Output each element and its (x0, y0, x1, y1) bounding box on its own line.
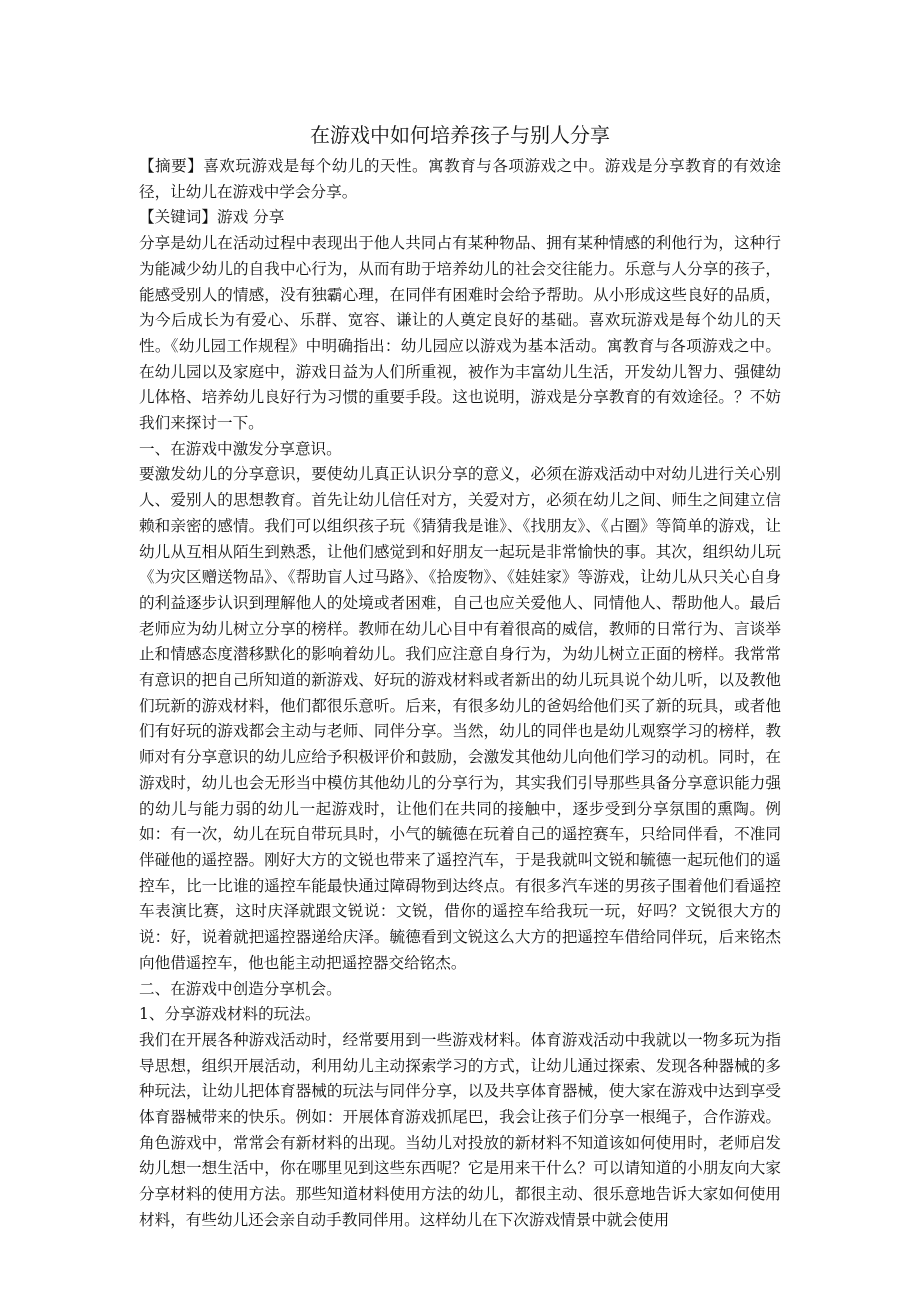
document-page (139, 118, 781, 1234)
document-body (139, 154, 781, 1234)
subsection-heading-2-1: 1、分享游戏材料的玩法。 (139, 1005, 321, 1024)
intro-paragraph: 分享是幼儿在活动过程中表现出于他人共同占有某种物品、拥有某种情感的利他行为，这种行为能减少幼儿的自我中心行为，从而有助于培养幼儿的社会交往能力。乐意与人分享的孩子，能感受别人的情感，没有独霸心理，在同伴有困难时会给予帮助。从小形成这些良好的品质，为今后成长为有爱心、乐群、宽容、谦让的人奠定良好的基础。喜欢玩游戏是每个幼儿的天性。《幼儿园工作规程》中明确指出：幼儿园应以游戏为基本活动。寓教育与各项游戏之中。在幼儿园以及家庭中，游戏日益为人们所重视，被作为丰富幼儿生活，开发幼儿智力、强健幼儿体格、培养幼儿良好行为习惯的重要手段。这也说明，游戏是分享教育的有效途径。？不妨我们来探讨一下。 (139, 234, 781, 433)
section-1-paragraph: 要激发幼儿的分享意识，要使幼儿真正认识分享的意义，必须在游戏活动中对幼儿进行关心别人、爱别人的思想教育。首先让幼儿信任对方，关爱对方，必须在幼儿之间、师生之间建立信赖和亲密的感情。我们可以组织孩子玩《猜猜我是谁》、《找朋友》、《占圈》等简单的游戏，让幼儿从互相从陌生到熟悉，让他们感觉到和好朋友一起玩是非常愉快的事。其次，组织幼儿玩《为灾区赠送物品》、《帮助盲人过马路》、《拾废物》、《娃娃家》等游戏，让幼儿从只关心自身的利益逐步认识到理解他人的处境或者困难，自己也应关爱他人、同情他人、帮助他人。最后老师应为幼儿树立分享的榜样。教师在幼儿心目中有着很高的威信，教师的日常行为、言谈举止和情感态度潜移默化的影响着幼儿。我们应注意自身行为，为幼儿树立正面的榜样。我常常有意识的把自己所知道的新游戏、好玩的游戏材料或者新出的幼儿玩具说个幼儿听，以及教他们玩新的游戏材料，他们都很乐意听。后来，有很多幼儿的爸妈给他们买了新的玩具，或者他们有好玩的游戏都会主动与老师、同伴分享。当然，幼儿的同伴也是幼儿观察学习的榜样，教师对有分享意识的幼儿应给予积极评价和鼓励，会激发其他幼儿向他们学习的动机。同时，在游戏时，幼儿也会无形当中模仿其他幼儿的分享行为，其实我们引导那些具备分享意识能力强的幼儿与能力弱的幼儿一起游戏时，让他们在共同的接触中，逐步受到分享氛围的熏陶。例如：有一次，幼儿在玩自带玩具时，小气的毓德在玩着自己的遥控赛车，只给同伴看，不准同伴碰他的遥控器。刚好大方的文锐也带来了遥控汽车，于是我就叫文锐和毓德一起玩他们的遥控车，比一比谁的遥控车能最快通过障碍物到达终点。有很多汽车迷的男孩子围着他们看遥控车表演比赛，这时庆泽就跟文锐说：文锐，借你的遥控车给我玩一玩，好吗？文锐很大方的说：好，说着就把遥控器递给庆泽。毓德看到文锐这么大方的把遥控车借给同伴玩，后来铭杰向他借遥控车，他也能主动把遥控器交给铭杰。 (139, 465, 781, 972)
section-heading-1: 一、在游戏中激发分享意识。 (139, 439, 342, 458)
abstract-paragraph: 【摘要】喜欢玩游戏是每个幼儿的天性。寓教育与各项游戏之中。游戏是分享教育的有效途径，让幼儿在游戏中学会分享。 (139, 157, 781, 201)
section-heading-2: 二、在游戏中创造分享机会。 (139, 979, 342, 998)
keywords-paragraph: 【关键词】游戏 分享 (139, 208, 285, 227)
document-title: 在游戏中如何培养孩子与别人分享 (310, 123, 610, 147)
section-2-1-paragraph: 我们在开展各种游戏活动时，经常要用到一些游戏材料。体育游戏活动中我就以一物多玩为指导思想，组织开展活动，利用幼儿主动探索学习的方式，让幼儿通过探索、发现各种器械的多种玩法，让幼儿把体育器械的玩法与同伴分享，以及共享体育器械，使大家在游戏中达到享受体育器械带来的快乐。例如：开展体育游戏抓尾巴，我会让孩子们分享一根绳子，合作游戏。角色游戏中，常常会有新材料的出现。当幼儿对投放的新材料不知道该如何使用时，老师启发幼儿想一想生活中，你在哪里见到这些东西呢？它是用来干什么？可以请知道的小朋友向大家分享材料的使用方法。那些知道材料使用方法的幼儿，都很主动、很乐意地告诉大家如何使用材料，有些幼儿还会亲自动手教同伴用。这样幼儿在下次游戏情景中就会使用 (139, 1030, 781, 1229)
